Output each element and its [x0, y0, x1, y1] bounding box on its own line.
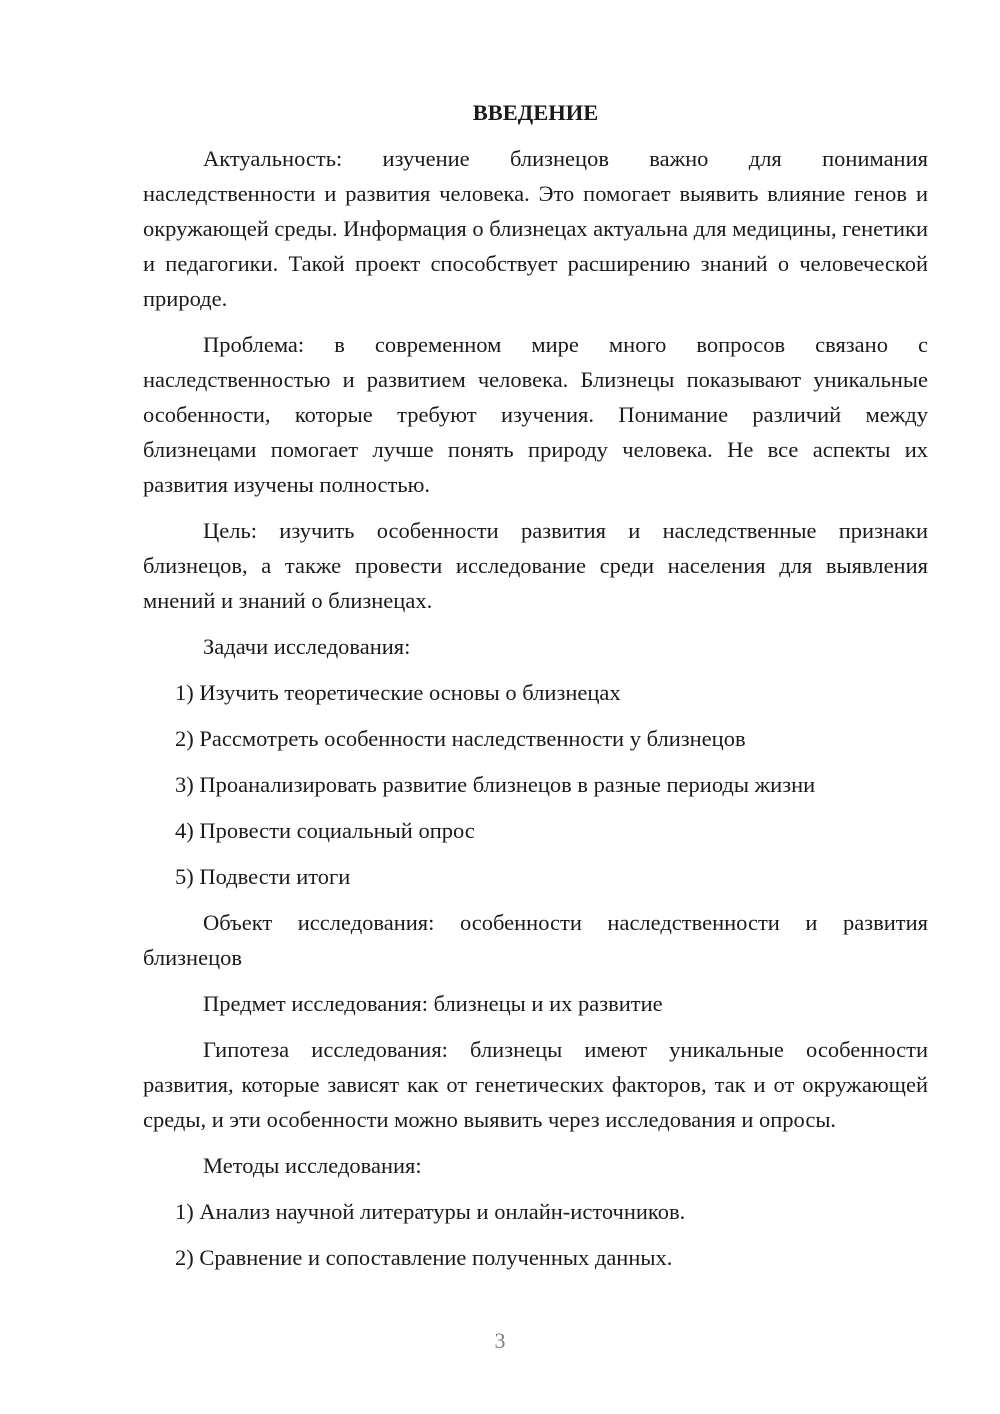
- subject-paragraph: Предмет исследования: близнецы и их развитие: [203, 991, 663, 1016]
- page-number: 3: [494, 1328, 506, 1353]
- problem-paragraph: Проблема: в современном мире много вопросов связано с наследственностью и развитием человека. Близнецы показывают уникальные особенности, которые требуют изучения. Понимание различий между близнецами помогает лучше понять природу человека. Не все аспекты их развития изучены полностью.: [143, 332, 928, 497]
- section-title: ВВЕДЕНИЕ: [472, 100, 599, 125]
- method-item: 1) Анализ научной литературы и онлайн-источников.: [175, 1199, 686, 1224]
- relevance-paragraph: Актуальность: изучение близнецов важно для понимания наследственности и развития человека. Это помогает выявить влияние генов и окружающей среды. Информация о близнецах актуальна для медицины, генетики и педагогики. Такой проект способствует расширению знаний о человеческой природе.: [143, 146, 928, 311]
- object-paragraph: Объект исследования: особенности наследственности и развития близнецов: [143, 910, 928, 970]
- method-item: 2) Сравнение и сопоставление полученных данных.: [175, 1245, 673, 1270]
- tasks-list: [143, 675, 928, 894]
- goal-paragraph: Цель: изучить особенности развития и наследственные признаки близнецов, а также провести исследование среди населения для выявления мнений и знаний о близнецах.: [143, 518, 928, 613]
- document-page: [143, 95, 928, 1286]
- task-item: 3) Проанализировать развитие близнецов в разные периоды жизни: [175, 772, 816, 797]
- methods-heading: Методы исследования:: [203, 1153, 422, 1178]
- task-item: 2) Рассмотреть особенности наследственности у близнецов: [175, 726, 746, 751]
- tasks-heading: Задачи исследования:: [203, 634, 411, 659]
- task-item: 1) Изучить теоретические основы о близнецах: [175, 680, 621, 705]
- task-item: 4) Провести социальный опрос: [175, 818, 475, 843]
- task-item: 5) Подвести итоги: [175, 864, 351, 889]
- hypothesis-paragraph: Гипотеза исследования: близнецы имеют уникальные особенности развития, которые зависят как от генетических факторов, так и от окружающей среды, и эти особенности можно выявить через исследования и опросы.: [143, 1037, 928, 1132]
- methods-list: [143, 1194, 928, 1275]
